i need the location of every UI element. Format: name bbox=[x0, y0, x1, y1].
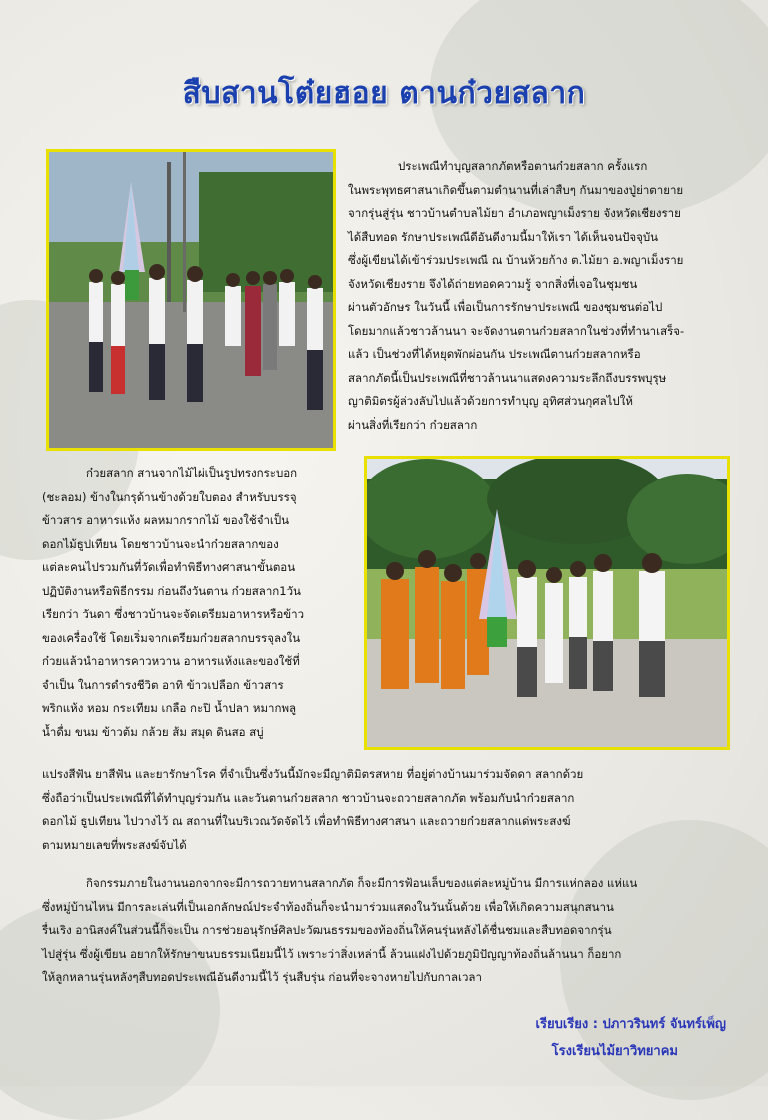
text-line: แต่ละคนไปรวมกันที่วัดเพื่อทำพิธีทางศาสนาขั้นตอน bbox=[42, 560, 296, 574]
text-line: โดยมากแล้วชาวล้านนา จะจัดงานตานก๋วยสลากในช่วงที่ทำนาเสร็จ- bbox=[348, 323, 685, 338]
paragraph-activities bbox=[42, 872, 637, 990]
text-line: น้ำดื่ม ขนม ข้าวต้ม กล้วย ส้ม สมุด ดินสอ สบู่ bbox=[42, 724, 264, 739]
photo-monks-and-villagers bbox=[364, 456, 730, 750]
text-line: จังหวัดเชียงราย จึงได้ถ่ายทอดความรู้ จากสิ่งที่เจอในชุมชน bbox=[348, 276, 638, 291]
text-line: กิจกรรมภายในงานนอกจากจะมีการถวายทานสลากภัต ก็จะมีการฟ้อนเล็บของแต่ละหมู่บ้าน มีการแห่กลอง แห่แน bbox=[86, 876, 638, 890]
text-line: แล้ว เป็นช่วงที่ได้หยุดพักผ่อนกัน ประเพณีตานก๋วยสลากหรือ bbox=[348, 347, 641, 361]
school-name: โรงเรียนไม้ยาวิทยาคม bbox=[551, 1044, 678, 1059]
author-credit: เรียบเรียง : ปภาวรินทร์ จันทร์เพ็ญ bbox=[535, 1017, 726, 1032]
text-line: ปฏิบัติงานหรือพิธีกรรม ก่อนถึงวันตาน ก๋วยสลาก1วัน bbox=[42, 583, 301, 598]
text-line: ซึ่งหมู่บ้านไหน มีการละเล่นที่เป็นเอกลักษณ์ประจำท้องถิ่นก็จะนำมาร่วมแสดงในวันนั้นด้วย เพื่อให้เกิดความสนุกสนาน bbox=[42, 899, 614, 914]
text-line: ก๋วยแล้วนำอาหารคาวหวาน อาหารแห้งและของใช้ที่ bbox=[42, 654, 300, 668]
text-line: เรียกว่า วันดา ซึ่งชาวบ้านจะจัดเตรียมอาหารหรือข้าว bbox=[42, 607, 305, 621]
text-line: (ชะลอม) ข้างในกรุด้านข้างด้วยใบตอง สำหรับบรรจุ bbox=[42, 489, 297, 504]
text-line: พริกแห้ง หอม กระเทียม เกลือ กะปิ น้ำปลา หมากพลู bbox=[42, 701, 297, 715]
text-line: ของเครื่องใช้ โดยเริ่มจากเตรียมก๋วยสลากบรรจุลงใน bbox=[42, 630, 301, 645]
text-line: ซึ่งถือว่าเป็นประเพณีที่ได้ทำบุญร่วมกัน และวันตานก๋วยสลาก ชาวบ้านจะถวายสลากภัต พร้อมกับนำก๋วยสลาก bbox=[42, 790, 575, 805]
text-line: ซึ่งผู้เขียนได้เข้าร่วมประเพณี ณ บ้านห้วยก้าง ต.ไม้ยา อ.พญาเม็งราย bbox=[348, 253, 684, 267]
paragraph-salak-basket bbox=[42, 462, 304, 744]
text-line: ให้ลูกหลานรุ่นหลังๆสืบทอดประเพณีอันดีงามนี้ไว้ รุ่นสืบรุ่น ก่อนที่จะจางหายไปกับกาลเวลา bbox=[42, 970, 482, 984]
text-line: ไปสู่รุ่น ซึ่งผู้เขียน อยากให้รักษาขนบธรรมเนียมนี้ไว้ เพราะว่าสิ่งเหล่านี้ ล้วนแฝงไปด้วยภูมิปัญญาท้องถิ่นล้านนา ก็อยาก bbox=[42, 946, 622, 961]
text-line: จำเป็น ในการดำรงชีวิต อาทิ ข้าวเปลือก ข้าวสาร bbox=[42, 677, 284, 692]
text-line: จากรุ่นสู่รุ่น ชาวบ้านตำบลไม้ยา อำเภอพญาเม็งราย จังหวัดเชียงราย bbox=[348, 206, 681, 220]
photo-villagers-with-salak bbox=[46, 149, 336, 451]
text-line: ในพระพุทธศาสนาเกิดขึ้นตามตำนานที่เล่าสืบๆ กันมาของปู่ย่าตายาย bbox=[348, 182, 684, 197]
text-line: ตามหมายเลขที่พระสงฆ์จับได้ bbox=[42, 837, 187, 852]
text-line: ได้สืบทอด รักษาประเพณีดีอันดีงามนี้มาให้เรา ได้เห็นจนปัจจุบัน bbox=[348, 229, 659, 244]
text-line: ก๋วยสลาก สานจากไม้ไผ่เป็นรูปทรงกระบอก bbox=[86, 466, 298, 480]
text-line: รื่นเริง อานิสงค์ในส่วนนี้ก็จะเป็น การช่วยอนุรักษ์ศิลปะวัฒนธรรมของท้องถิ่นให้คนรุ่นหลังได้ชื่นชมและสืบทอดจากรุ่น bbox=[42, 923, 612, 937]
paragraph-salak-continued bbox=[42, 763, 583, 857]
text-line: ญาติมิตรผู้ล่วงลับไปแล้วด้วยการทำบุญ อุทิศส่วนกุศลไปให้ bbox=[348, 394, 633, 408]
paragraph-intro bbox=[348, 155, 684, 437]
text-line: แปรงสีฟัน ยาสีฟัน และยารักษาโรค ที่จำเป็นซึ่งวันนี้มักจะมีญาติมิตรสหาย ที่อยู่ต่างบ้านมาร่วมจัดดา สลากด้วย bbox=[42, 767, 584, 781]
text-line: ประเพณีทำบุญสลากภัตหรือตานก๋วยสลาก ครั้งแรก bbox=[398, 159, 648, 173]
text-line: ผ่านสิ่งที่เรียกว่า ก๋วยสลาก bbox=[348, 417, 478, 432]
text-line: ผ่านตัวอักษร ในวันนี้ เพื่อเป็นการรักษาประเพณี ของชุมชนต่อไป bbox=[348, 300, 663, 314]
text-line: ดอกไม้ธูปเทียน โดยชาวบ้านจะนำก๋วยสลากของ bbox=[42, 536, 279, 551]
text-line: ข้าวสาร อาหารแห้ง ผลหมากรากไม้ ของใช้จำเป็น bbox=[42, 513, 290, 527]
page-title: สืบสานโต๋ยฮอย ตานก๋วยสลาก bbox=[182, 76, 586, 111]
text-line: ดอกไม้ ธูปเทียน ไปวางไว้ ณ สถานที่ในบริเวณวัดจัดไว้ เพื่อทำพิธีทางศาสนา และถวายก๋วยสลากแด่พระสงฆ์ bbox=[42, 814, 571, 828]
text-line: สลากภัตนี้เป็นประเพณีที่ชาวล้านนาแสดงความระลึกถึงบรรพบุรุษ bbox=[348, 370, 667, 385]
